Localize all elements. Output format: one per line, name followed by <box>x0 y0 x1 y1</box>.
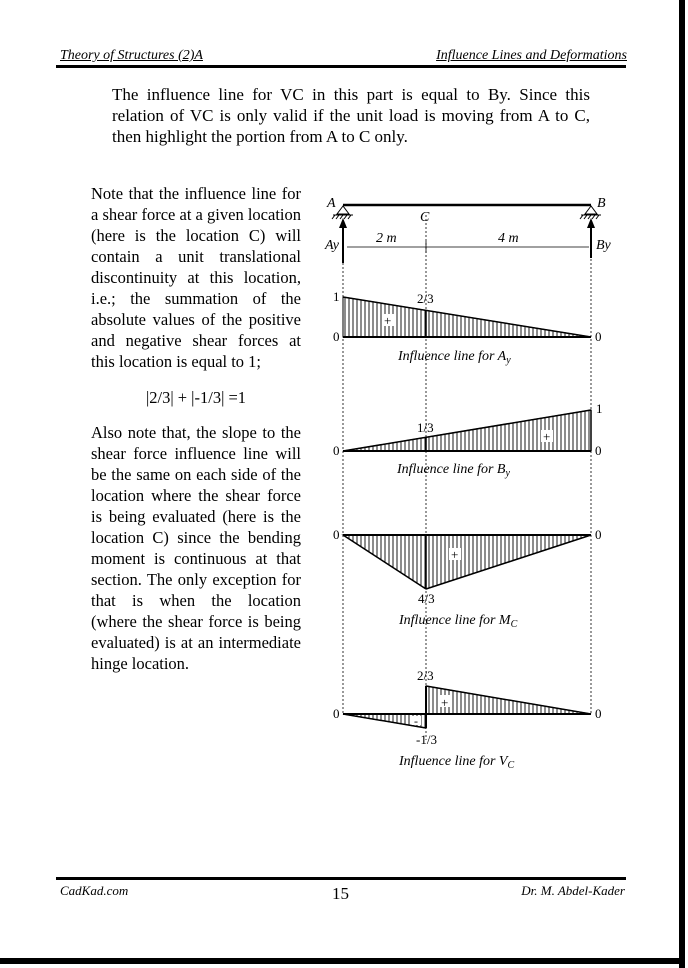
il-Ay-zero-right: 0 <box>595 329 602 344</box>
il-By-zero-left: 0 <box>333 443 340 458</box>
il-Ay-val-left: 1 <box>333 289 340 304</box>
note-slope: Also note that, the slope to the shear force influence line will be the same on each side of the location where the shear force is being evaluated (here is the location C) since the bending moment is continuous at that section. The only exception for that is when the location (where the shear force is being evaluated) is at an intermediate hinge location. <box>91 423 301 673</box>
reaction-Ay-arrow-icon <box>339 218 347 263</box>
il-Vc-zero-right: 0 <box>595 706 602 721</box>
il-Mc <box>333 527 602 630</box>
il-Vc-sign-pos: + <box>441 695 449 710</box>
il-Ay-caption: Influence line for $A_y$ <box>398 349 511 366</box>
il-Mc-sign: + <box>451 547 459 562</box>
page-number: 15 <box>332 884 349 903</box>
il-Mc-caption: Influence line for $M_C$ <box>399 613 518 630</box>
span-CB: 4 m <box>498 231 519 246</box>
il-Mc-zero-left: 0 <box>333 527 340 542</box>
label-Ay: Ay <box>325 238 339 253</box>
il-Ay <box>333 289 602 366</box>
reaction-By-arrow-icon <box>587 218 595 258</box>
beam-diagram <box>324 196 612 263</box>
il-Vc-val-pos: 2/3 <box>417 668 434 683</box>
il-Vc-sign-neg: - <box>414 714 418 728</box>
sum-equation: |2/3| + |-1/3| =1 <box>145 388 247 407</box>
footer-author: Dr. M. Abdel-Kader <box>521 883 625 898</box>
header-chapter-title: Influence Lines and Deformations <box>436 48 627 63</box>
il-Vc-val-neg: -1/3 <box>416 732 437 747</box>
intro-paragraph: The influence line for VC in this part is equal to By. Since this relation of VC is only valid if the unit load is moving from A to C, then highlight the portion from A to C only. <box>112 85 590 146</box>
il-By-sign: + <box>543 429 551 444</box>
label-C: C <box>420 210 430 225</box>
label-By: By <box>596 238 611 253</box>
footer-rule <box>56 877 626 880</box>
il-Ay-sign: + <box>384 313 392 328</box>
il-Vc <box>333 668 602 771</box>
guide-lines <box>343 215 591 740</box>
il-Ay-zero-left: 0 <box>333 329 340 344</box>
label-A: A <box>327 196 336 211</box>
il-Vc-zero-left: 0 <box>333 706 340 721</box>
il-Vc-caption: Influence line for $V_C$ <box>399 754 515 771</box>
note-discontinuity: Note that the influence line for a shear force at a given location (here is the location C) will contain a unit translational discontinuity at this location, i.e.; the summation of the absolute values of the positive and negative shear forces at this location is equal to 1; <box>91 184 301 371</box>
il-By-caption: Influence line for $B_y$ <box>397 462 510 479</box>
il-By-val-C: 1/3 <box>417 420 434 435</box>
il-Ay-val-C: 2/3 <box>417 291 434 306</box>
span-AC: 2 m <box>376 231 397 246</box>
footer-site: CadKad.com <box>60 883 129 898</box>
il-By-val-right: 1 <box>596 401 603 416</box>
il-By <box>333 401 603 479</box>
il-Mc-val-C: 4/3 <box>418 591 435 606</box>
header-course-title: Theory of Structures (2)A <box>60 48 203 63</box>
il-By-zero-right: 0 <box>595 443 602 458</box>
label-B: B <box>597 196 606 211</box>
il-Mc-zero-right: 0 <box>595 527 602 542</box>
